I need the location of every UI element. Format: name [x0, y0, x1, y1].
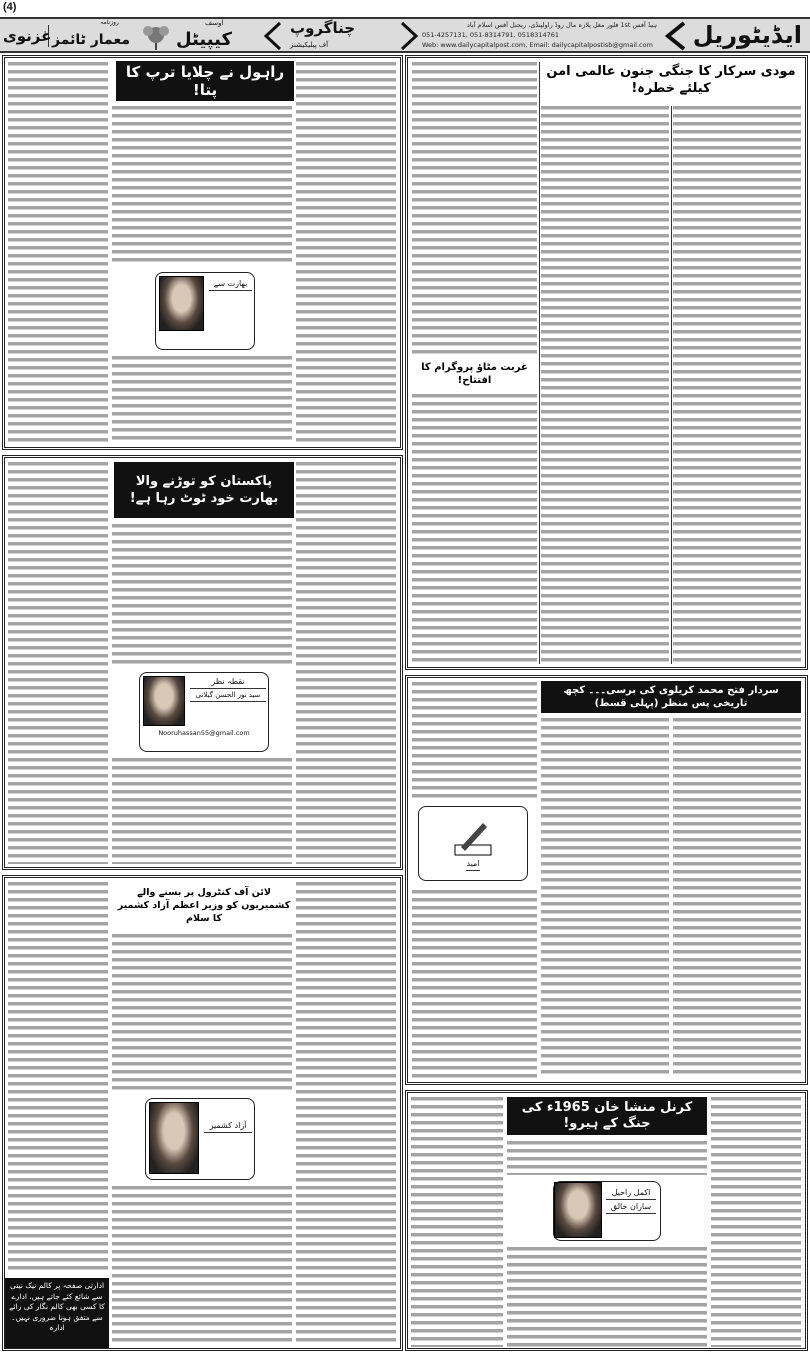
flower-logo-icon: [138, 21, 174, 51]
loc-article: [2, 875, 403, 1351]
article-column: [112, 356, 292, 444]
sardar-article: [405, 675, 808, 1085]
author-photo: [159, 276, 204, 331]
article-column: [412, 682, 537, 800]
karnal-article: [405, 1090, 808, 1351]
rahul-headline: راہول نے چلایا ترپ کا پتا!: [116, 61, 294, 101]
author-box: [553, 1181, 661, 1241]
paper2-prefix: روزنامہ: [100, 19, 119, 26]
karnal-headline: کرنل منشا خان 1965ء کی جنگ کے ہیرو!: [507, 1097, 707, 1135]
author-photo: [554, 1182, 602, 1238]
editorial-column: [412, 62, 537, 356]
author-name: سید نور الحسن گیلانی: [190, 689, 266, 702]
author-box: [155, 272, 255, 350]
author-label: امید: [466, 857, 479, 871]
author-photo: [143, 676, 185, 726]
article-column: [711, 1097, 801, 1347]
editorial-column: [412, 394, 537, 664]
phone-numbers: 051-4257131, 051-8314791, 0518314761: [422, 31, 560, 39]
article-column: [8, 462, 108, 864]
article-column: [541, 718, 669, 1078]
author-label: بھارت سے: [209, 277, 252, 291]
article-column: [112, 1186, 292, 1345]
author-label: نقطہ نظر: [190, 675, 266, 689]
editorial-column: [541, 106, 669, 664]
author-label: آزاد کشمیر: [204, 1119, 252, 1133]
masthead: [0, 17, 810, 53]
editorial-section: [405, 55, 808, 670]
article-column: [8, 882, 108, 1272]
article-column: [112, 106, 292, 266]
article-column: [112, 758, 292, 864]
article-column: [8, 62, 108, 444]
group-name: چناگروپ: [290, 19, 356, 37]
article-column: [673, 718, 801, 1078]
rahul-article: [2, 55, 403, 450]
sardar-headline: سردار فتح محمد کریلوی کی برسی۔۔۔ کچھ تاریخی پس منظر (پہلی قسط): [541, 681, 801, 713]
article-column: [507, 1141, 707, 1175]
paper1-prefix: اوسف: [205, 19, 224, 27]
chevron-left-icon: [662, 21, 688, 51]
editorial-headline: مودی سرکار کا جنگی جنون عالمی امن کیلئے خطرہ!: [541, 60, 801, 100]
author-email: Nooruhassan55@gmail.com: [158, 729, 250, 737]
address-text: ہیڈ آفس 1st فلور مغل پلازہ مال روڈ راولپنڈی، ریجنل آفس اسلام آباد: [466, 21, 657, 29]
group-subtitle: آف پبلیکیشنز: [290, 41, 329, 49]
article-column: [296, 462, 396, 864]
author-name: ساران خالق: [606, 1200, 656, 1214]
author-label: اکمل راحیل: [606, 1186, 656, 1200]
author-photo: [149, 1102, 199, 1174]
editorial-column: [673, 106, 801, 664]
article-column: [507, 1247, 707, 1347]
article-column: [296, 62, 396, 444]
column-rule: [539, 62, 540, 664]
paper3-logo: غزنوی: [3, 27, 52, 45]
article-column: [412, 890, 537, 1078]
paper2-logo: معمار ٹائمز: [52, 32, 131, 48]
article-column: [296, 882, 396, 1345]
loc-headline: لائن آف کنٹرول پر بسنے والے کشمیریوں کو وزیر اعظم آزاد کشمیر کا سلام: [114, 882, 294, 928]
chevron-right-icon: [398, 21, 420, 51]
disclaimer-box: ادارتی صفحہ پر کالم نیک نیتی سے شائع کئے جاتے ہیں، ادارے کا کسی بھی کالم نگار کی رائے سے متفق ہونا ضروری نہیں۔ ادارہ: [5, 1278, 109, 1348]
author-box: [418, 806, 528, 881]
paper1-logo: کیپیٹل: [176, 29, 232, 50]
column-rule: [671, 106, 672, 664]
page-number: (4): [3, 1, 17, 13]
editorial-subheadline: غربت مٹاؤ پروگرام کا افتتاح!: [412, 360, 537, 388]
article-column: [411, 1097, 503, 1347]
chevron-left-icon: [262, 21, 284, 51]
article-column: [112, 524, 292, 666]
pen-writing-icon: [453, 817, 493, 857]
pakistan-headline: پاکستان کو توڑنے والا بھارت خود ٹوٹ رہا ہے!: [114, 462, 294, 518]
section-title: ایڈیٹوریل: [692, 21, 802, 49]
author-box: [145, 1098, 255, 1180]
pakistan-article: [2, 455, 403, 870]
article-column: [112, 934, 292, 1092]
web-email: Web: www.dailycapitalpost.com, Email: dailycapitalpostisb@gmail.com: [422, 41, 653, 49]
author-box: [139, 672, 269, 752]
